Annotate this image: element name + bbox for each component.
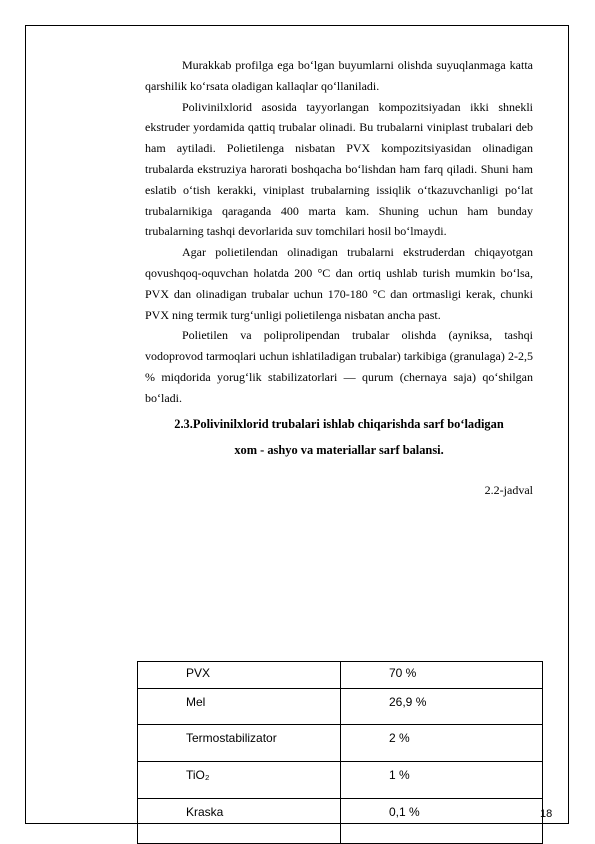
materials-table <box>137 661 543 844</box>
material-share: 0,1 % <box>341 799 543 844</box>
material-share: 2 % <box>341 725 543 762</box>
material-name: Mel <box>138 689 341 725</box>
table-row <box>138 725 543 762</box>
section-heading-line-1: 2.3.Polivinilxlorid trubalari ishlab chiqarishda sarf bo‘ladigan <box>174 416 504 431</box>
page-number: 18 <box>540 808 553 820</box>
table-row <box>138 662 543 689</box>
material-share: 70 % <box>341 662 543 689</box>
material-name: Termostabilizator <box>138 725 341 762</box>
section-heading-line-2: xom - ashyo va materiallar sarf balansi. <box>234 442 444 457</box>
table-row <box>138 689 543 725</box>
paragraph-1: Murakkab profilga ega bo‘lgan buyumlarni olishda suyuqlanmaga katta qarshilik ko‘rsata oladigan kallaqlar qo‘llaniladi. <box>145 58 533 93</box>
material-name: Kraska <box>138 799 341 844</box>
material-name: TiO₂ <box>138 762 341 799</box>
table-label: 2.2-jadval <box>484 482 533 497</box>
material-share: 1 % <box>341 762 543 799</box>
section-heading <box>137 411 541 463</box>
material-name: PVX <box>138 662 341 689</box>
table-row <box>138 762 543 799</box>
paragraph-3: Agar polietilendan olinadigan trubalarni ekstruderdan chiqayotgan qovushqoq-oquvchan holatda 200 °C dan ortiq ushlab turish mumkin bo‘lsa, PVX dan olinadigan trubalar uchun 170-180 °C dan ortmasligi kerak, chunki PVX ning termik turg‘unligi polietilenga nisbatan ancha past. <box>145 245 533 322</box>
document-body <box>145 55 533 500</box>
material-share: 26,9 % <box>341 689 543 725</box>
table-row <box>138 799 543 844</box>
paragraph-4: Polietilen va poliprolipendan trubalar olishda (ayniksa, tashqi vodoprovod tarmoqlari uchun ishlatiladigan trubalar) tarkibiga (granulaga) 2-2,5 % miqdorida yorug‘lik stabilizatorlari — qurum (chernaya saja) qo‘shilgan bo‘ladi. <box>145 328 533 405</box>
paragraph-2: Polivinilxlorid asosida tayyorlangan kompozitsiyadan ikki shnekli ekstruder yordamida qattiq trubalar olinadi. Bu trubalarni viniplast trubalari deb ham aytiladi. Polietilenga nisbatan PVX kompozitsiyasidan olinadigan trubalarda ekstruziya harorati boshqacha bo‘lishdan ham farq qiladi. Shuni ham eslatib o‘tish kerakki, viniplast trubalarning issiqlik o‘tkazuvchanligi po‘lat trubalarnikiga qaraganda 400 marta kam. Shuning uchun ham bunday trubalarning tashqi devorlarida suv tomchilari hosil bo‘lmaydi. <box>145 99 533 239</box>
